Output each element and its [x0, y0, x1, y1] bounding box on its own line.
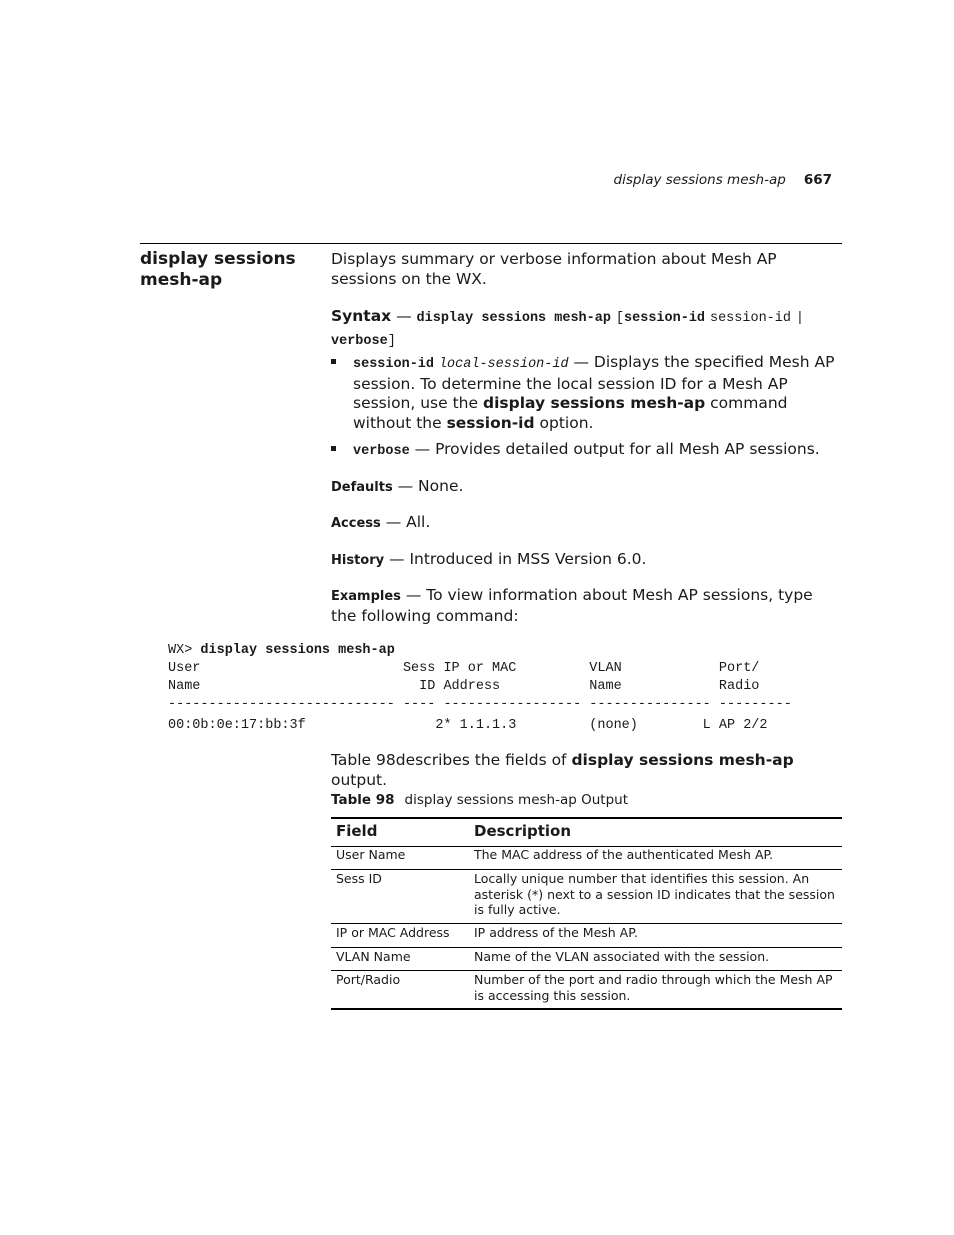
example-output-line: Name ID Address Name Radio — [168, 679, 760, 694]
syntax-dash: — — [391, 307, 417, 325]
section-rule — [140, 243, 842, 244]
example-output-line: ---------------------------- ---- ----------------- --------------- --------- — [168, 697, 792, 712]
section-title-line2: mesh-ap — [140, 270, 223, 290]
table-ref-text-end: output. — [331, 770, 388, 789]
bullet-text — [353, 440, 838, 462]
syntax-pipe: | — [795, 311, 805, 326]
syntax-option-verbose: verbose — [331, 334, 388, 349]
defaults-label: Defaults — [331, 480, 393, 495]
table-cell-field: User Name — [336, 847, 406, 862]
table-cell-description: IP address of the Mesh AP. — [474, 925, 638, 940]
table-cell-description: Name of the VLAN associated with the session. — [474, 949, 770, 964]
table-row — [331, 847, 842, 870]
table-row — [331, 924, 842, 948]
bullet-command: verbose — [353, 444, 410, 459]
syntax-bracket-close: ] — [387, 334, 396, 349]
syntax-line — [331, 306, 842, 352]
example-output-line: 00:0b:0e:17:bb:3f 2* 1.1.1.3 (none) L AP 2/2 — [168, 718, 768, 733]
syntax-arg-session-id: session-id — [709, 311, 791, 326]
bullet-text — [353, 353, 838, 433]
section-title — [140, 249, 320, 291]
defaults-line — [331, 477, 842, 498]
table-cell-field: VLAN Name — [336, 949, 411, 964]
syntax-bracket-open: [ — [615, 311, 625, 326]
syntax-command: display sessions mesh-ap — [416, 311, 611, 326]
bullet-arg: local-session-id — [438, 357, 569, 372]
table-cell-description: Locally unique number that identifies this session. An asterisk (*) next to a session ID indicates that the session is fully active. — [474, 871, 835, 917]
page-number: 667 — [803, 172, 832, 188]
bullet-desc: — Displays the specified Mesh AP session. To determine the local session ID for a Mesh AP session, use the — [353, 353, 835, 412]
table-cell-description: The MAC address of the authenticated Mesh AP. — [474, 847, 774, 862]
history-label: History — [331, 553, 385, 568]
bullet-mark — [331, 359, 336, 364]
access-value: — All. — [380, 513, 431, 531]
bullet-command: session-id — [353, 357, 435, 372]
table-cell-field: IP or MAC Address — [336, 925, 450, 940]
table-row — [331, 870, 842, 924]
history-value: — Introduced in MSS Version 6.0. — [384, 550, 647, 568]
example-prompt: WX> — [168, 643, 201, 658]
table-cell-field: Port/Radio — [336, 972, 401, 987]
intro-paragraph: Displays summary or verbose information about Mesh AP sessions on the WX. — [331, 250, 777, 288]
syntax-label: Syntax — [331, 307, 392, 325]
access-line — [331, 513, 842, 534]
bullet-desc: — Provides detailed output for all Mesh AP sessions. — [409, 440, 820, 458]
table-row — [331, 971, 842, 1008]
history-line — [331, 550, 842, 571]
bullet-bold-command: display sessions mesh-ap — [482, 394, 706, 412]
bullet-mark — [331, 446, 336, 451]
example-output — [168, 642, 792, 735]
bullet-bold-option: session-id — [446, 413, 535, 432]
table-caption-title: display sessions mesh-ap Output — [404, 792, 628, 808]
bullet-desc-3: option. — [534, 413, 594, 432]
example-output-line: User Sess IP or MAC VLAN Port/ — [168, 661, 760, 676]
table-caption-number: Table 98 — [331, 792, 395, 808]
table-ref-command: display sessions mesh-ap — [571, 751, 794, 769]
syntax-option-session-id: session-id — [624, 311, 706, 326]
table-row — [331, 948, 842, 971]
section-title-line1: display sessions — [140, 249, 296, 269]
example-command: display sessions mesh-ap — [200, 643, 395, 658]
examples-value: — To view information about Mesh AP sessions, type the following command: — [331, 586, 813, 625]
examples-line — [331, 586, 842, 626]
table-reference — [331, 751, 842, 790]
examples-label: Examples — [331, 589, 401, 604]
defaults-value: — None. — [392, 477, 464, 495]
table-ref-text: Table 98describes the fields of — [331, 751, 572, 769]
table-cell-description: Number of the port and radio through which the Mesh AP is accessing this session. — [474, 972, 833, 1003]
table-bottom-rule — [331, 1008, 842, 1010]
table-cell-field: Sess ID — [336, 871, 382, 886]
table-header-field: Field — [336, 822, 378, 840]
table-caption — [331, 792, 628, 808]
bullet-desc-2: command without the — [353, 394, 788, 432]
running-header — [614, 172, 832, 188]
access-label: Access — [331, 516, 381, 531]
table-header-description: Description — [474, 822, 572, 840]
table-header-row — [331, 821, 842, 847]
running-title: display sessions mesh-ap — [613, 172, 786, 188]
table-top-rule — [331, 817, 842, 819]
